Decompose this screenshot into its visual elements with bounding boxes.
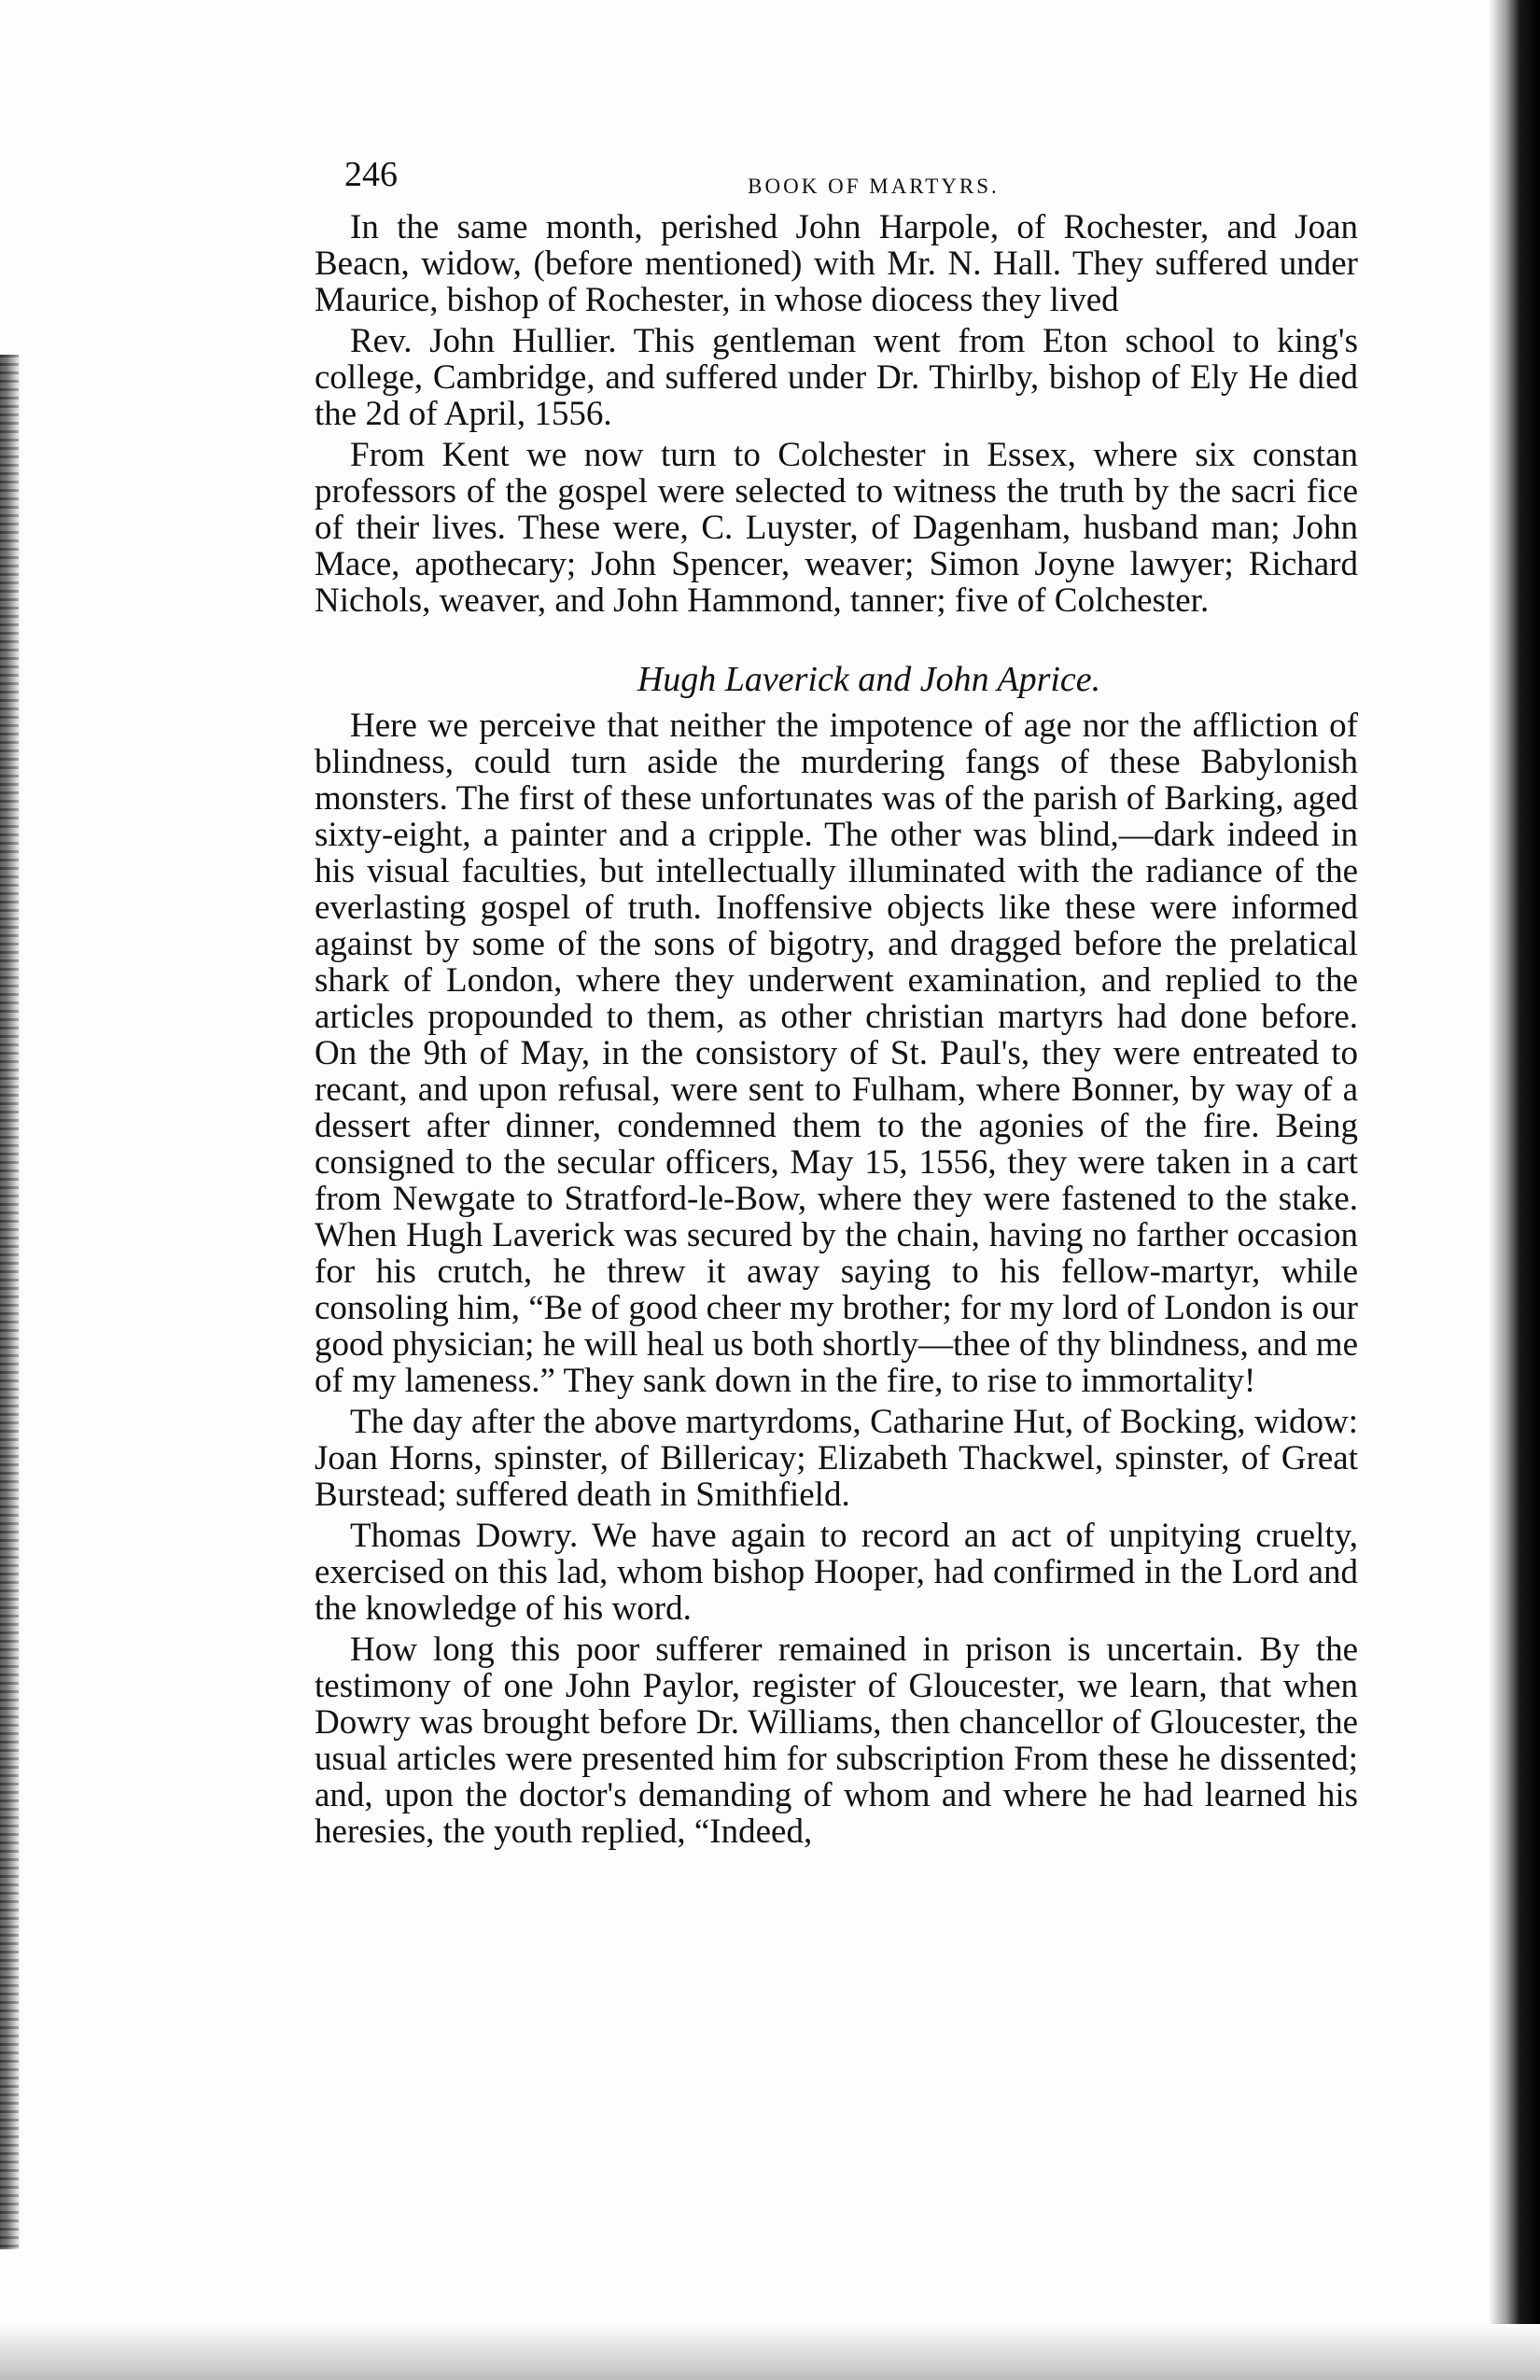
- running-head: [315, 157, 1358, 209]
- paragraph-hullier: Rev. John Hullier. This gentleman went from Eton school to king's college, Cambridge, and suffered under Dr. Thirlby, bishop of Ely He died the 2d of April, 1556.: [315, 322, 1358, 433]
- paragraph-harpole: In the same month, perished John Harpole, of Rochester, and Joan Beacn, widow, (before mentioned) with Mr. N. Hall. They suffered under Maurice, bishop of Rochester, in whose diocess they lived: [315, 208, 1358, 319]
- paragraph-smithfield: The day after the above martyrdoms, Catharine Hut, of Bocking, widow: Joan Horns, spinster, of Billericay; Elizabeth Thackwel, spinster, of Great Burstead; suffered death in Smithfield.: [315, 1403, 1358, 1514]
- gutter-texture: [0, 355, 19, 2249]
- running-title: BOOK OF MARTYRS.: [748, 175, 1000, 198]
- paragraph-colchester: From Kent we now turn to Colchester in Essex, where six constan professors of the gospel were selected to witness the truth by the sacri fice of their lives. These were, C. Luyster, of Dagenham, husband man; John Mace, apothecary; John Spencer, weaver; Simon Joyne lawyer; Richard Nichols, weaver, and John Hammond, tanner; five of Colchester.: [315, 436, 1358, 620]
- section-heading: Hugh Laverick and John Aprice.: [637, 660, 1101, 699]
- paragraph-dowry: Thomas Dowry. We have again to record an act of unpitying cruelty, exercised on this lad, whom bishop Hooper, had confirmed in the Lord and the knowledge of his word.: [315, 1517, 1358, 1628]
- paragraph-prison: How long this poor sufferer remained in prison is uncertain. By the testimony of one John Paylor, register of Gloucester, we learn, that when Dowry was brought before Dr. Williams, then chancellor of Gloucester, the usual articles were presented him for subscription From these he dissented; and, upon the doctor's demanding of whom and where he had learned his heresies, the youth replied, “Indeed,: [315, 1631, 1358, 1851]
- page-number: 246: [344, 155, 398, 194]
- text-block: [315, 157, 1358, 1855]
- page-edge-right: [1489, 0, 1540, 2380]
- paragraph-laverick-aprice: Here we perceive that neither the impotence of age nor the affliction of blindness, could turn aside the murdering fangs of these Babylonish monsters. The first of these unfortunates was of the parish of Barking, aged sixty-eight, a painter and a cripple. The other was blind,—dark indeed in his visual faculties, but intellectually illuminated with the radiance of the everlasting gospel of truth. Inoffensive objects like these were informed against by some of the sons of bigotry, and dragged before the prelatical shark of London, where they underwent examination, and replied to the articles propounded to them, as other christian martyrs had done before. On the 9th of May, in the consistory of St. Paul's, they were entreated to recant, and upon refusal, were sent to Fulham, where Bonner, by way of a dessert after dinner, condemned them to the agonies of the fire. Being consigned to the secular officers, May 15, 1556, they were taken in a cart from Newgate to Stratford-le-Bow, where they were fastened to the stake. When Hugh Laverick was secured by the chain, having no farther occasion for his crutch, he threw it away saying to his fellow-martyr, while consoling him, “Be of good cheer my brother; for my lord of London is our good physician; he will heal us both shortly—thee of thy blindness, and me of my lameness.” They sank down in the fire, to rise to immortality!: [315, 707, 1358, 1400]
- page-edge-bottom: [0, 2324, 1540, 2380]
